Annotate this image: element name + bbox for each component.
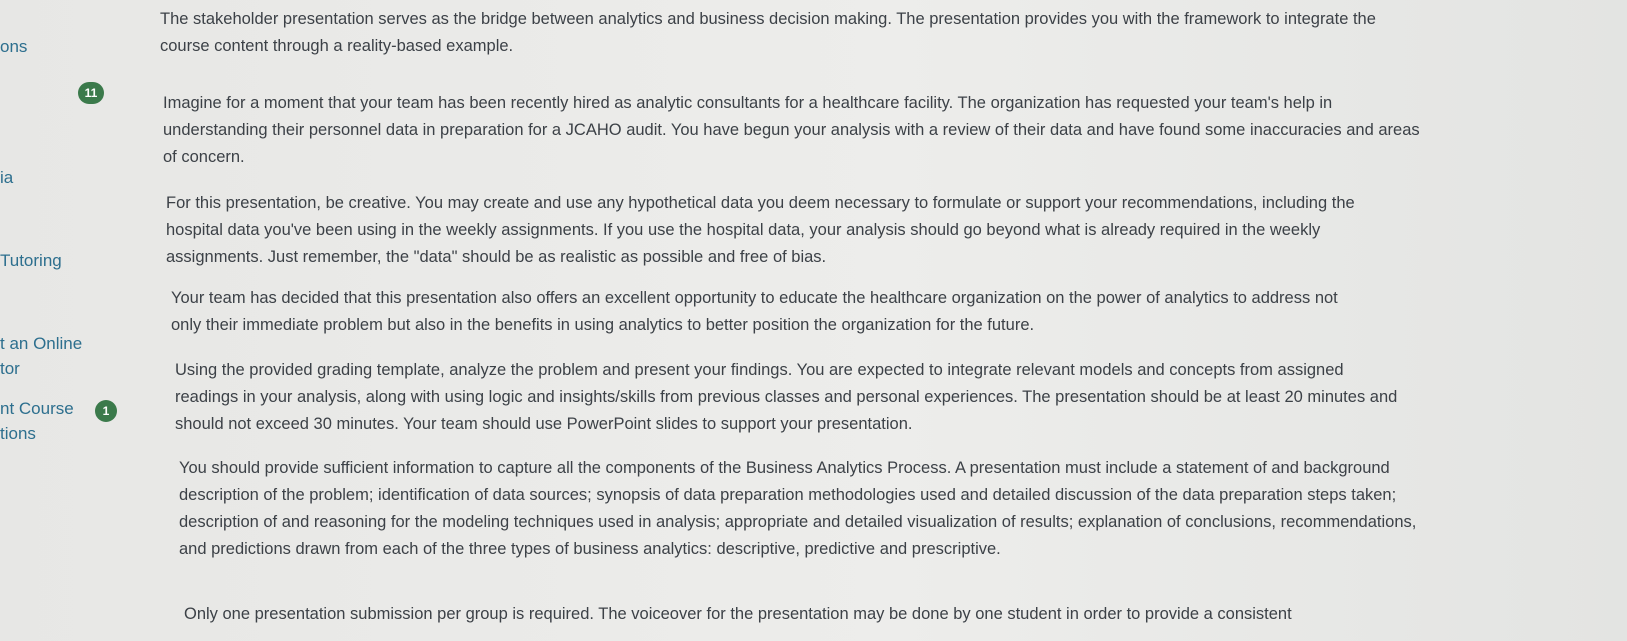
paragraph-requirements: You should provide sufficient information to capture all the components of the Business Analytics Process. A presentation must include a statement of and background description of the problem; identification of data sources; synopsis of data preparation methodologies used and detailed discussion of the data preparation steps taken; description of and reasoning for the modeling techniques used in analysis; appropriate and detailed visualization of results; explanation of conclusions, recommendations, and predictions drawn from each of the three types of business analytics: descriptive, predictive and prescriptive. [179, 459, 1417, 558]
paragraph-submission: Only one presentation submission per group is required. The voiceover for the presentation may be done by one student in order to provide a consistent [184, 605, 1292, 623]
nav-item-label-line2: tions [0, 424, 36, 443]
nav-item-label-line2: tor [0, 359, 20, 378]
paragraph-scenario: Imagine for a moment that your team has been recently hired as analytic consultants for a healthcare facility. The organization has requested your team's help in understanding their personnel data in preparation for a JCAHO audit. You have begun your analysis with a review of their data and have found some inaccuracies and areas of concern. [163, 94, 1420, 166]
nav-item-tutoring[interactable]: Tutoring [0, 251, 62, 270]
paragraph-creativity: For this presentation, be creative. You may create and use any hypothetical data you deem necessary to formulate or support your recommendations, including the hospital data you've been using in the weekly assignments. If you use the hospital data, your analysis should go beyond what is already required in the weekly assignments. Just remember, the "data" should be as realistic as possible and free of bias. [166, 194, 1355, 266]
nav-item-discussions[interactable]: ons [0, 37, 28, 56]
unread-count-badge: 11 [78, 82, 104, 104]
nav-item-media[interactable]: ia [0, 168, 14, 187]
nav-item-label-line1: t an Online [0, 334, 83, 353]
course-evaluations-count-badge: 1 [95, 400, 117, 422]
paragraph-opportunity: Your team has decided that this presentation also offers an excellent opportunity to educate the healthcare organization on the power of analytics to address not only their immediate problem but also in the benefits in using analytics to better position the organization for the future. [171, 289, 1338, 334]
paragraph-intro: The stakeholder presentation serves as the bridge between analytics and business decision making. The presentation provides you with the framework to integrate the course content through a reality-based example. [160, 10, 1376, 55]
nav-item-label-line1: nt Course [0, 399, 74, 418]
paragraph-grading-template: Using the provided grading template, analyze the problem and present your findings. You are expected to integrate relevant models and concepts from assigned readings in your analysis, along with using logic and insights/skills from previous classes and personal experiences. The presentation should be at least 20 minutes and should not exceed 30 minutes. Your team should use PowerPoint slides to support your presentation. [175, 361, 1398, 433]
